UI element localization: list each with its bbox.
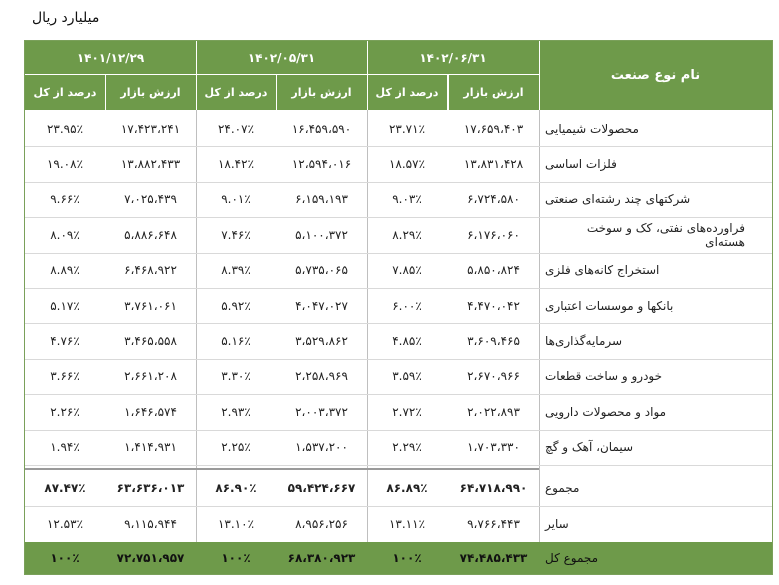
- market-value-header-3: ارزش بازار: [105, 75, 196, 110]
- percent-1402-06-31: ۱۳.۱۱٪: [388, 517, 426, 531]
- total-row: [25, 542, 772, 574]
- industry-name: سایر: [545, 517, 569, 531]
- unit-label: میلیارد ریال: [32, 10, 100, 26]
- percent-1402-05-31: ۲.۲۵٪: [221, 440, 251, 455]
- market-value-1402-05-31: ۳،۵۲۹،۸۶۲: [295, 334, 348, 349]
- industry-name: سیمان، آهک و گچ: [545, 440, 634, 455]
- percent-1402-06-31: ۱۸.۵۷٪: [388, 157, 426, 172]
- market-value-1401-12-29: ۳،۴۶۵،۵۵۸: [124, 334, 177, 349]
- market-value-1402-05-31: ۴،۰۴۷،۰۲۷: [295, 298, 348, 313]
- market-value-1402-06-31: ۲،۶۷۰،۹۶۶: [467, 369, 520, 384]
- table-row: [25, 288, 772, 323]
- percent-1402-06-31: ۴.۸۵٪: [392, 334, 422, 349]
- market-value-1402-06-31: ۳،۶۰۹،۴۶۵: [467, 334, 520, 349]
- percent-1402-06-31: ۷.۸۵٪: [392, 263, 422, 278]
- market-value-1402-06-31: ۱۳،۸۳۱،۴۲۸: [463, 157, 524, 172]
- percent-1402-06-31: ۲.۲۹٪: [392, 440, 422, 455]
- market-value-1402-06-31: ۶۴،۷۱۸،۹۹۰: [459, 481, 528, 495]
- industry-name: خودرو و ساخت قطعات: [545, 369, 663, 384]
- percent-1402-06-31: ۲۳.۷۱٪: [388, 121, 426, 136]
- industry-name: فلزات اساسی: [545, 157, 617, 172]
- table-row: [25, 470, 772, 506]
- market-value-1402-06-31: ۴،۴۷۰،۰۴۲: [467, 298, 520, 313]
- industry-column-header: نام نوع صنعت: [539, 41, 772, 110]
- table-row: [25, 394, 772, 429]
- industry-name: استخراج کانه‌های فلزی: [545, 263, 660, 278]
- market-value-1402-05-31: ۸،۹۵۶،۲۵۶: [295, 517, 348, 531]
- table-row: [25, 253, 772, 288]
- market-value-1402-06-31: ۹،۷۶۶،۴۴۳: [467, 517, 520, 531]
- table-row: [25, 146, 772, 181]
- market-value-1402-06-31: ۲،۰۲۲،۸۹۳: [467, 404, 520, 419]
- percent-1402-05-31: ۳.۳۰٪: [221, 369, 251, 384]
- market-value-1401-12-29: ۱۷،۴۲۳،۲۴۱: [120, 121, 181, 136]
- percent-header-2: درصد از کل: [196, 75, 276, 110]
- table-row: [25, 182, 772, 217]
- percent-1401-12-29: ۳.۶۶٪: [50, 369, 80, 384]
- percent-1401-12-29: ۸.۰۹٪: [50, 227, 80, 242]
- market-value-1401-12-29: ۵،۸۸۶،۶۴۸: [124, 227, 177, 242]
- period-header-3: ۱۴۰۱/۱۲/۲۹: [25, 41, 196, 74]
- industry-name: مجموع: [545, 481, 580, 495]
- percent-1402-05-31: ۱۰۰٪: [221, 551, 251, 565]
- percent-1402-05-31: ۹.۰۱٪: [221, 192, 251, 207]
- market-value-1401-12-29: ۱،۶۴۶،۵۷۴: [124, 404, 177, 419]
- market-value-1401-12-29: ۳،۷۶۱،۰۶۱: [124, 298, 177, 313]
- percent-1402-06-31: ۹.۰۳٪: [392, 192, 422, 207]
- percent-1402-05-31: ۲۴.۰۷٪: [217, 121, 255, 136]
- industry-market-value-table: [24, 40, 773, 575]
- period-header-1: ۱۴۰۲/۰۶/۳۱: [367, 41, 539, 74]
- percent-1402-06-31: ۱۰۰٪: [392, 551, 422, 565]
- industry-name: فراورده‌های نفتی، کک و سوخت هسته‌ای: [586, 220, 745, 249]
- market-value-1401-12-29: ۲،۶۶۱،۲۰۸: [124, 369, 177, 384]
- table-row: [25, 430, 772, 465]
- market-value-1401-12-29: ۷۲،۷۵۱،۹۵۷: [116, 551, 185, 565]
- market-value-1402-05-31: ۱۲،۵۹۴،۰۱۶: [291, 157, 352, 172]
- period-header-2: ۱۴۰۲/۰۵/۳۱: [196, 41, 367, 74]
- market-value-1402-05-31: ۲،۲۵۸،۹۶۹: [295, 369, 348, 384]
- market-value-1402-05-31: ۵،۷۳۵،۰۶۵: [295, 263, 348, 278]
- percent-1401-12-29: ۴.۷۶٪: [50, 334, 80, 349]
- table-row: [25, 506, 772, 542]
- industry-name: مواد و محصولات دارویی: [545, 404, 667, 419]
- percent-1401-12-29: ۵.۱۷٪: [50, 298, 80, 313]
- market-value-1401-12-29: ۱،۴۱۴،۹۳۱: [124, 440, 177, 455]
- percent-header-3: درصد از کل: [25, 75, 105, 110]
- percent-1401-12-29: ۱.۹۴٪: [50, 440, 80, 455]
- percent-1402-05-31: ۸.۳۹٪: [221, 263, 251, 278]
- market-value-header-2: ارزش بازار: [276, 75, 367, 110]
- percent-1401-12-29: ۸.۸۹٪: [50, 263, 80, 278]
- percent-1402-05-31: ۵.۱۶٪: [221, 334, 251, 349]
- industry-name: مجموع کل: [545, 551, 599, 565]
- percent-1401-12-29: ۹.۶۶٪: [50, 192, 80, 207]
- market-value-1402-05-31: ۵،۱۰۰،۳۷۲: [295, 227, 348, 242]
- industry-name: شرکتهای چند رشته‌ای صنعتی: [545, 192, 691, 207]
- percent-1401-12-29: ۲.۲۶٪: [50, 404, 80, 419]
- market-value-1402-05-31: ۲،۰۰۳،۳۷۲: [295, 404, 348, 419]
- market-value-1401-12-29: ۹،۱۱۵،۹۴۴: [124, 517, 177, 531]
- market-value-header-1: ارزش بازار: [448, 75, 539, 110]
- market-value-1401-12-29: ۱۳،۸۸۲،۴۳۳: [120, 157, 181, 172]
- market-value-1402-06-31: ۱،۷۰۳،۳۳۰: [467, 440, 520, 455]
- industry-name: محصولات شیمیایی: [545, 121, 639, 136]
- percent-1402-05-31: ۵.۹۲٪: [221, 298, 251, 313]
- market-value-1402-06-31: ۶،۱۷۶،۰۶۰: [467, 227, 520, 242]
- market-value-1401-12-29: ۷،۰۲۵،۴۳۹: [124, 192, 177, 207]
- table-row: [25, 111, 772, 146]
- percent-1402-06-31: ۲.۷۲٪: [392, 404, 422, 419]
- percent-header-1: درصد از کل: [367, 75, 447, 110]
- market-value-1402-05-31: ۱،۵۳۷،۲۰۰: [295, 440, 348, 455]
- table-row: [25, 323, 772, 358]
- market-value-1402-05-31: ۶۸،۳۸۰،۹۲۳: [287, 551, 356, 565]
- market-value-1402-05-31: ۱۶،۴۵۹،۵۹۰: [291, 121, 352, 136]
- percent-1402-05-31: ۷.۴۶٪: [221, 227, 251, 242]
- market-value-1401-12-29: ۶،۴۶۸،۹۲۲: [124, 263, 177, 278]
- percent-1401-12-29: ۲۳.۹۵٪: [46, 121, 84, 136]
- percent-1401-12-29: ۱۲.۵۳٪: [46, 517, 84, 531]
- percent-1402-06-31: ۸۶.۸۹٪: [386, 481, 428, 495]
- percent-1402-05-31: ۱۸.۴۲٪: [217, 157, 255, 172]
- table-row: [25, 217, 772, 252]
- percent-1402-05-31: ۸۶.۹۰٪: [215, 481, 257, 495]
- percent-1401-12-29: ۱۹.۰۸٪: [46, 157, 84, 172]
- market-value-1402-06-31: ۵،۸۵۰،۸۲۴: [467, 263, 520, 278]
- market-value-1402-06-31: ۶،۷۲۴،۵۸۰: [467, 192, 520, 207]
- table-row: [25, 359, 772, 394]
- market-value-1402-06-31: ۷۴،۴۸۵،۴۳۳: [459, 551, 528, 565]
- percent-1402-06-31: ۸.۲۹٪: [392, 227, 422, 242]
- industry-name: سرمایه‌گذاری‌ها: [545, 334, 623, 349]
- percent-1402-05-31: ۱۳.۱۰٪: [217, 517, 255, 531]
- market-value-1402-05-31: ۵۹،۴۲۴،۶۶۷: [287, 481, 356, 495]
- market-value-1402-06-31: ۱۷،۶۵۹،۴۰۳: [463, 121, 524, 136]
- percent-1402-05-31: ۲.۹۳٪: [221, 404, 251, 419]
- percent-1401-12-29: ۱۰۰٪: [50, 551, 80, 565]
- percent-1402-06-31: ۶.۰۰٪: [392, 298, 422, 313]
- market-value-1401-12-29: ۶۳،۶۳۶،۰۱۳: [116, 481, 185, 495]
- percent-1402-06-31: ۳.۵۹٪: [392, 369, 422, 384]
- percent-1401-12-29: ۸۷.۴۷٪: [44, 481, 86, 495]
- market-value-1402-05-31: ۶،۱۵۹،۱۹۳: [295, 192, 348, 207]
- industry-name: بانکها و موسسات اعتباری: [545, 298, 674, 313]
